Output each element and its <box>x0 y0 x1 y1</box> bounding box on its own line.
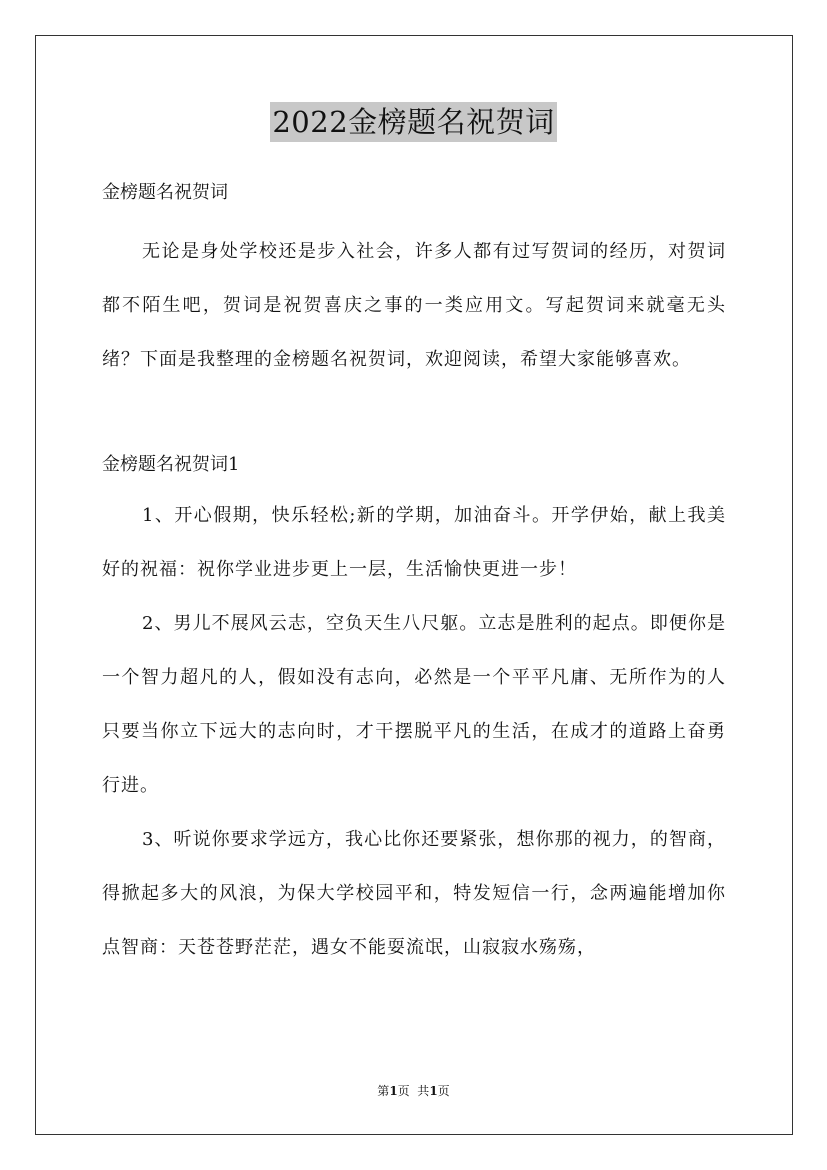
item-paragraph-2: 2、男儿不展风云志，空负天生八尺躯。立志是胜利的起点。即便你是一个智力超凡的人，假如没有志向，必然是一个平平凡庸、无所作为的人只要当你立下远大的志向时，才干摆脱平凡的生活，在成才的道路上奋勇行进。 <box>102 613 726 796</box>
item-paragraph-1: 1、开心假期，快乐轻松;新的学期，加油奋斗。开学伊始，献上我美好的祝福：祝你学业进步更上一层，生活愉快更进一步！ <box>102 505 726 580</box>
spacer <box>102 387 726 447</box>
total-pages: 1 <box>429 1084 438 1098</box>
page-footer <box>0 1083 827 1099</box>
footer-prefix: 第 <box>377 1084 390 1098</box>
footer-middle: 页 共 <box>397 1084 430 1098</box>
document-title: 2022金榜题名祝贺词 <box>270 102 556 142</box>
document-body <box>102 175 726 975</box>
intro-paragraph: 无论是身处学校还是步入社会，许多人都有过写贺词的经历，对贺词都不陌生吧，贺词是祝贺喜庆之事的一类应用文。写起贺词来就毫无头绪？下面是我整理的金榜题名祝贺词，欢迎阅读，希望大家能够喜欢。 <box>102 241 726 370</box>
section-heading: 金榜题名祝贺词 <box>102 182 228 203</box>
footer-suffix: 页 <box>437 1084 450 1098</box>
item-paragraph-3: 3、听说你要求学远方，我心比你还要紧张，想你那的视力，的智商，得掀起多大的风浪，为保大学校园平和，特发短信一行，念两遍能增加你点智商：天苍苍野茫茫，遇女不能耍流氓，山寂寂水殇殇， <box>102 829 726 958</box>
page-number: 1 <box>389 1084 398 1098</box>
subheading-1: 金榜题名祝贺词1 <box>102 454 240 475</box>
title-container <box>0 102 827 142</box>
